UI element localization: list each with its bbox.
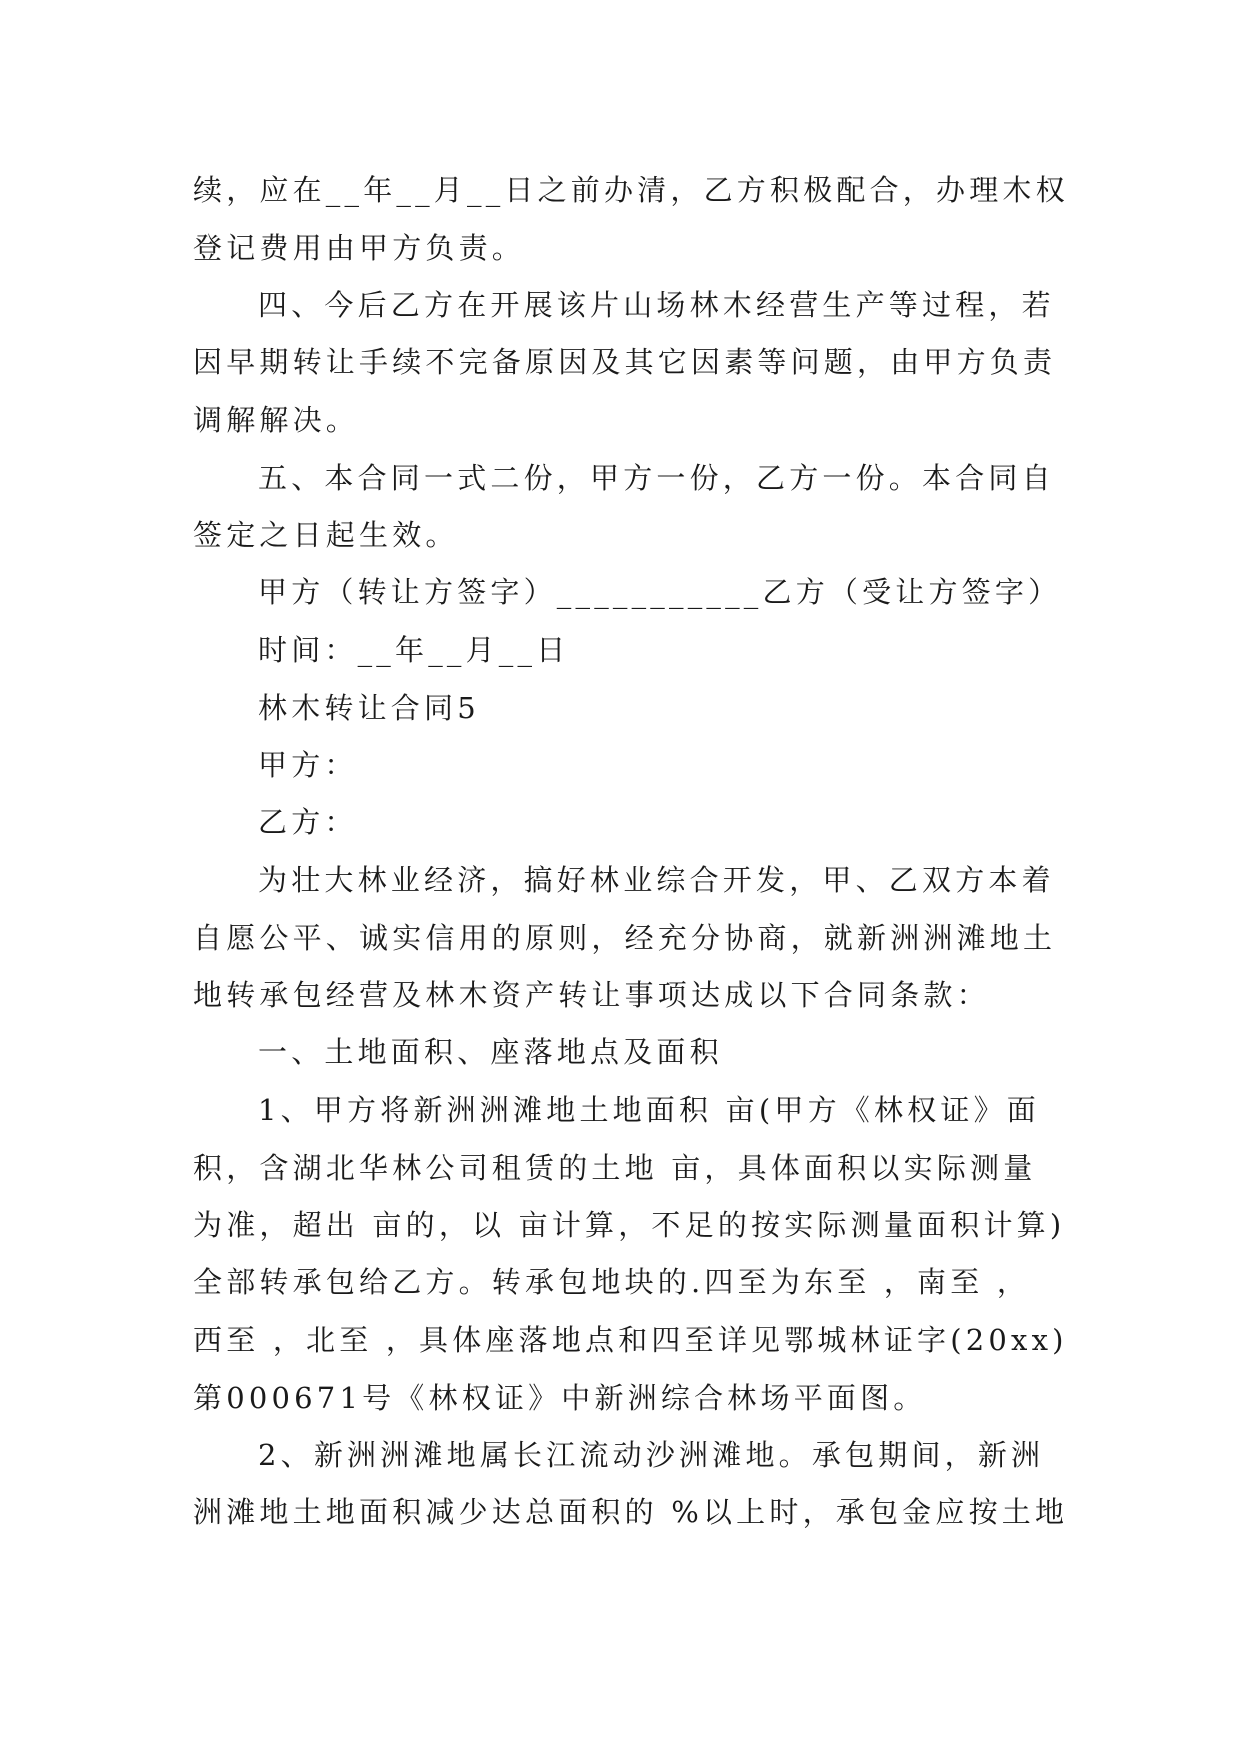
text-line: 五、本合同一式二份，甲方一份，乙方一份。本合同自 (258, 461, 1055, 495)
text-line: 积，含湖北华林公司租赁的土地 亩，具体面积以实际测量 (193, 1151, 1037, 1185)
text-line: 西至 ，北至 ，具体座落地点和四至详见鄂城林证字(20xx) (193, 1323, 1068, 1357)
section-title: 林木转让合同5 (258, 691, 480, 725)
date-line: 时间：__年__月__日 (258, 633, 570, 667)
text-line: 自愿公平、诚实信用的原则，经充分协商，就新洲洲滩地土 (193, 921, 1057, 955)
text-line: 洲滩地土地面积减少达总面积的 %以上时，承包金应按土地 (193, 1495, 1069, 1529)
text-line: 为壮大林业经济，搞好林业综合开发，甲、乙双方本着 (258, 863, 1055, 897)
text-line: 四、今后乙方在开展该片山场林木经营生产等过程，若 (258, 288, 1055, 322)
text-line: 签定之日起生效。 (193, 518, 459, 552)
text-line: 地转承包经营及林木资产转让事项达成以下合同条款： (193, 978, 990, 1012)
text-line: 2、新洲洲滩地属长江流动沙洲滩地。承包期间，新洲 (258, 1438, 1045, 1472)
text-line: 第000671号《林权证》中新洲综合林场平面图。 (193, 1381, 927, 1415)
party-b-line: 乙方： (258, 805, 358, 839)
text-line: 为准，超出 亩的，以 亩计算，不足的按实际测量面积计算) (193, 1208, 1066, 1242)
text-line: 1、甲方将新洲洲滩地土地面积 亩(甲方《林权证》面 (258, 1093, 1040, 1127)
text-line: 登记费用由甲方负责。 (193, 231, 526, 265)
text-line: 全部转承包给乙方。转承包地块的.四至为东至 ，南至 ， (193, 1265, 1031, 1299)
signature-line: 甲方（转让方签字）___________乙方（受让方签字） (258, 575, 1062, 609)
text-line: 因早期转让手续不完备原因及其它因素等问题，由甲方负责 (193, 345, 1057, 379)
text-line: 续，应在__年__月__日之前办清，乙方积极配合，办理木权 (193, 173, 1069, 207)
text-line: 调解解决。 (193, 403, 360, 437)
party-a-line: 甲方： (258, 748, 358, 782)
clause-heading: 一、土地面积、座落地点及面积 (258, 1035, 723, 1069)
